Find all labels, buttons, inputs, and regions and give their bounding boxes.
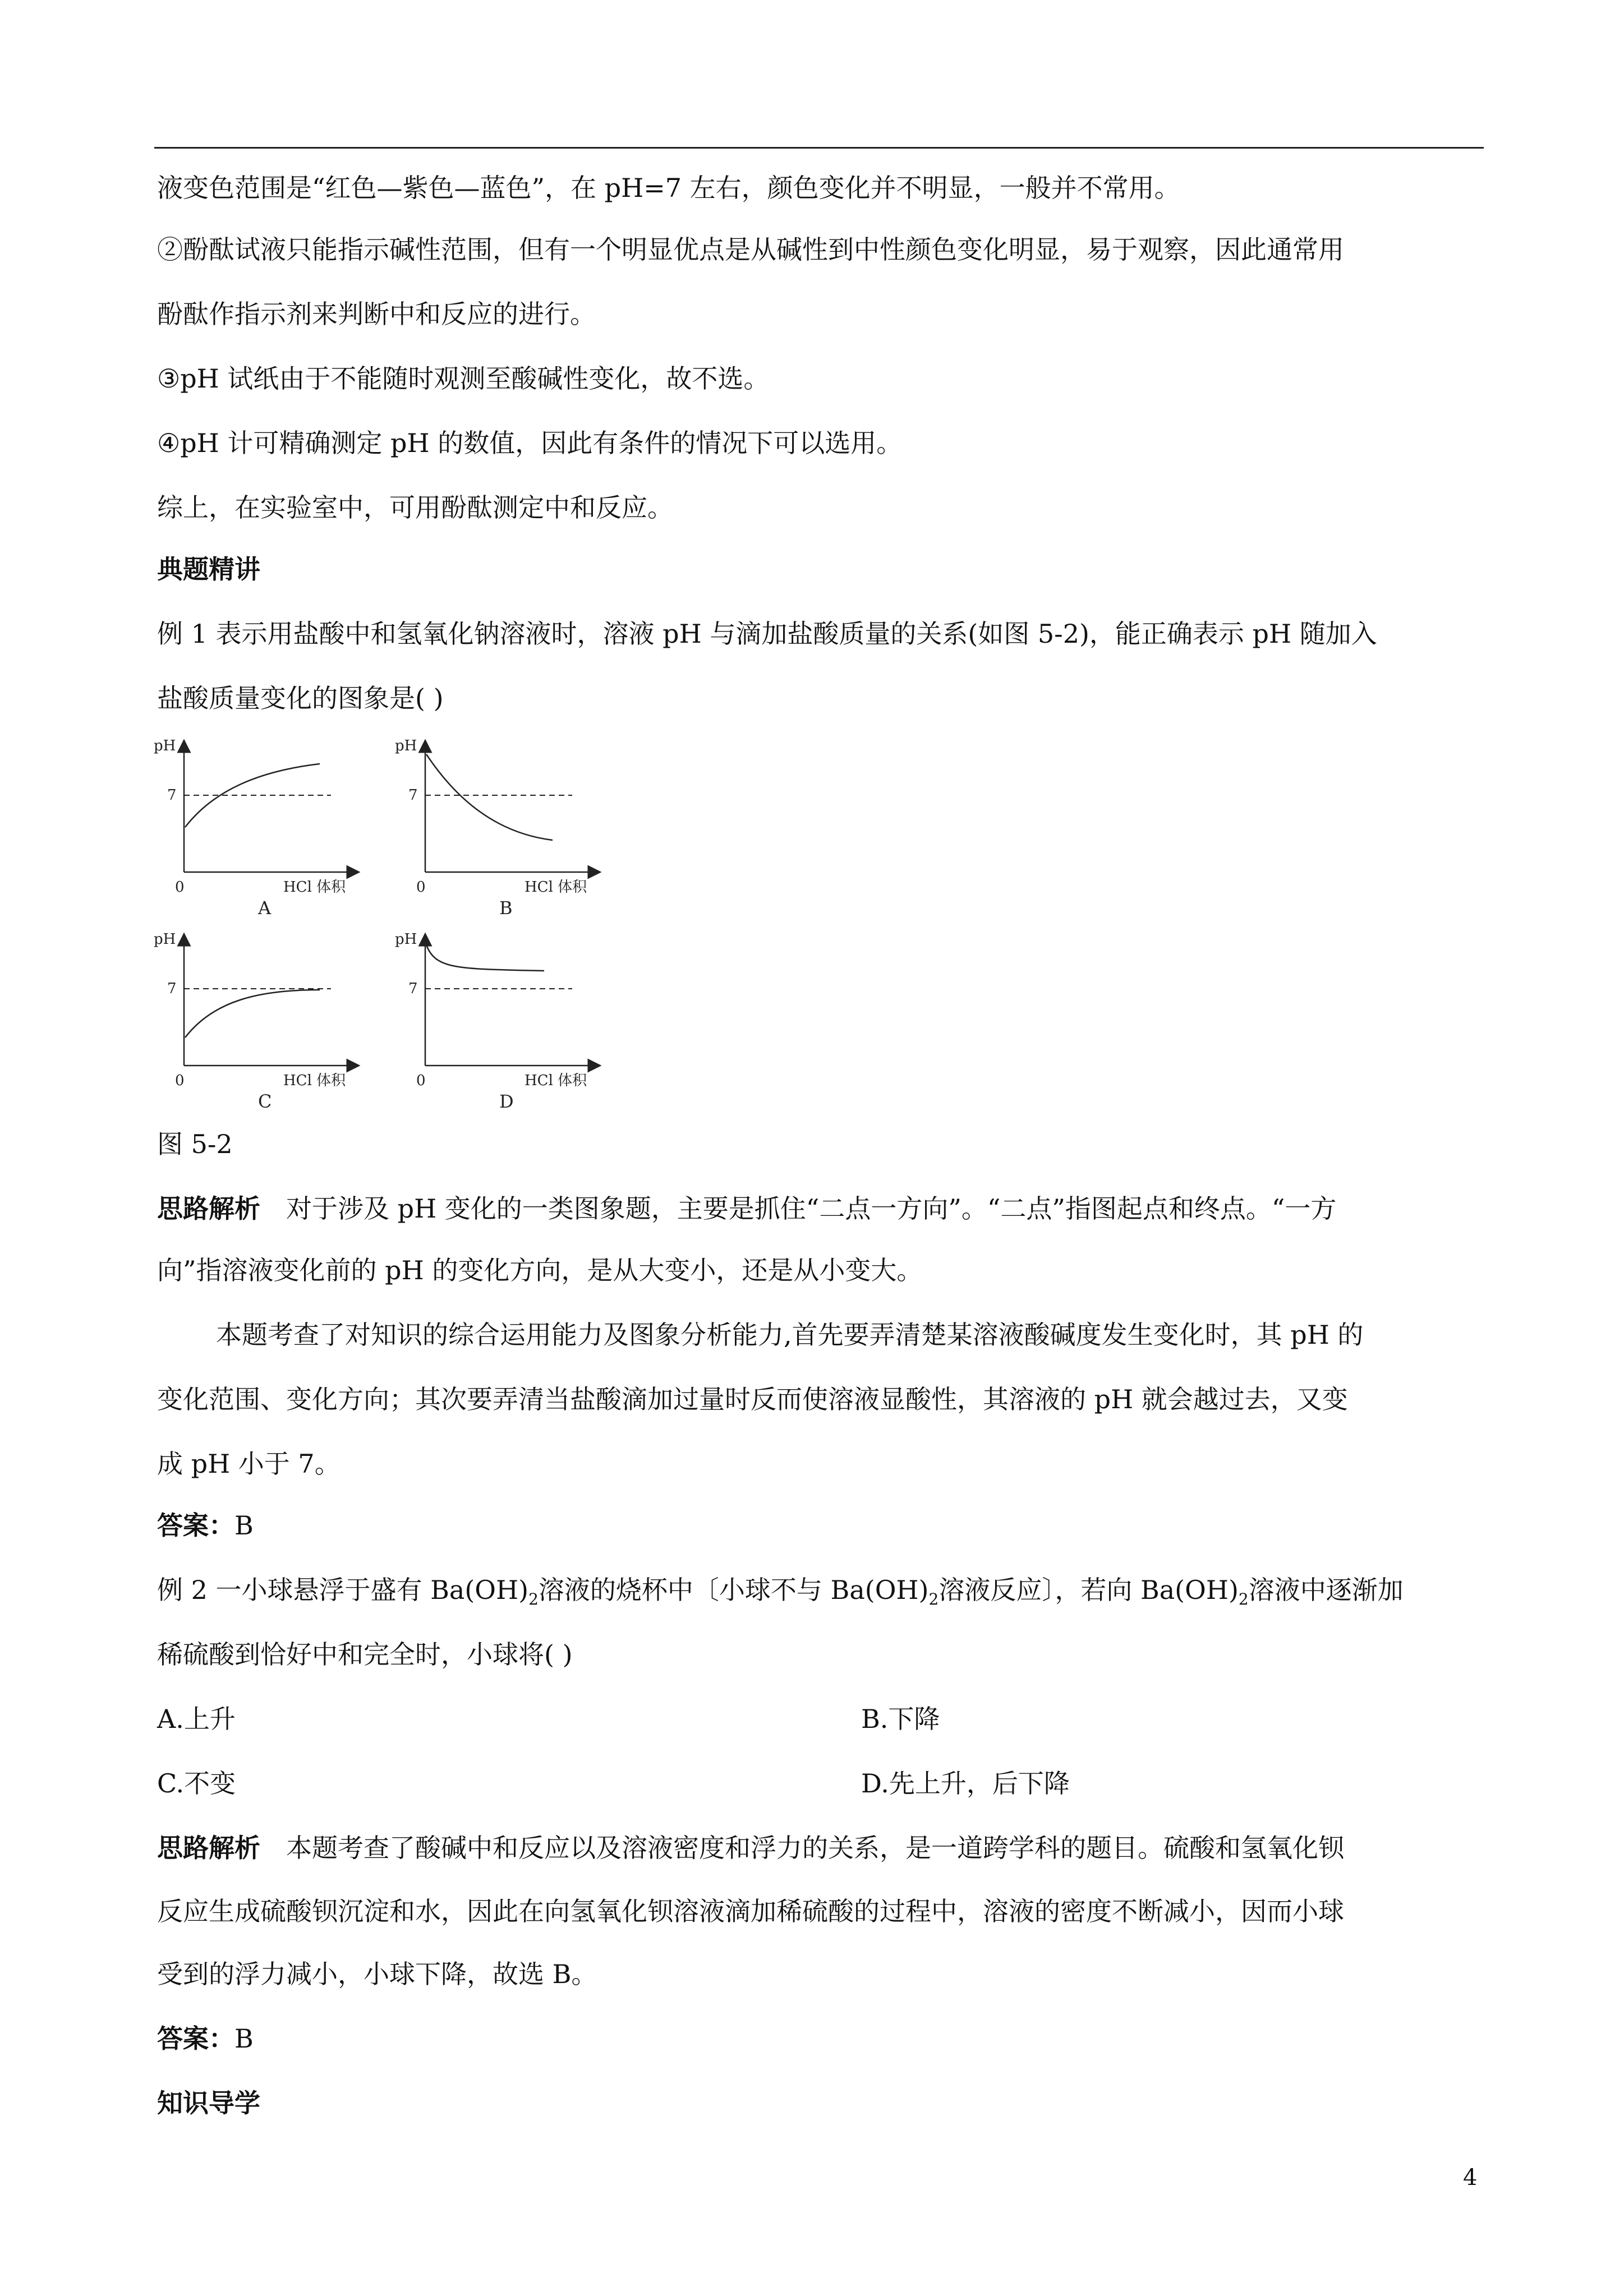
- graph-d-label: D: [499, 1091, 514, 1110]
- text-span: 溶液的烧杯中〔小球不与 Ba(OH): [538, 1575, 929, 1605]
- graph-c-origin: 0: [175, 1072, 185, 1089]
- subscript: 2: [928, 1590, 939, 1609]
- text-line: 反应生成硫酸钡沉淀和水，因此在向氢氧化钡溶液滴加稀硫酸的过程中，溶液的密度不断减小，因而小球: [157, 1896, 1344, 1926]
- text-span: 溶液反应〕，若向 Ba(OH): [938, 1575, 1239, 1605]
- text-span: 例 2 一小球悬浮于盛有 Ba(OH): [157, 1575, 529, 1605]
- graph-a-ylabel: pH: [154, 737, 176, 754]
- text-line: ③pH 试纸由于不能随时观测至酸碱性变化，故不选。: [157, 363, 770, 394]
- graph-d: [395, 931, 595, 1110]
- graph-d-ylabel: pH: [395, 931, 417, 948]
- section-heading: 知识导学: [157, 2088, 260, 2118]
- option-a: A.上升: [157, 1704, 236, 1734]
- subscript: 2: [1238, 1590, 1249, 1609]
- text-span: 溶液中逐渐加: [1248, 1575, 1404, 1605]
- answer-1: [157, 1509, 254, 1542]
- answer-label: 答案：: [157, 1510, 234, 1541]
- analysis-label: 思路解析: [157, 1833, 260, 1863]
- analysis-text: 本题考查了酸碱中和反应以及溶液密度和浮力的关系，是一道跨学科的题目。硫酸和氢氧化钡: [286, 1833, 1344, 1863]
- text-line: 本题考查了对知识的综合运用能力及图象分析能力,首先要弄清楚某溶液酸碱度发生变化时，其 pH 的: [216, 1320, 1364, 1350]
- text-line: 酚酞作指示剂来判断中和反应的进行。: [157, 299, 596, 329]
- answer-value: B: [234, 2023, 254, 2054]
- graph-d-origin: 0: [416, 1072, 426, 1089]
- text-line: 变化范围、变化方向；其次要弄清当盐酸滴加过量时反而使溶液显酸性，其溶液的 pH 就会越过去，又变: [157, 1384, 1348, 1414]
- text-line: 向”指溶液变化前的 pH 的变化方向，是从大变小，还是从小变大。: [157, 1255, 923, 1285]
- text-line: 盐酸质量变化的图象是( ): [157, 683, 444, 713]
- graph-a-tick-7: 7: [167, 787, 177, 804]
- text-line: 液变色范围是“红色—紫色—蓝色”，在 pH=7 左右，颜色变化并不明显，一般并不常用。: [157, 173, 1180, 203]
- graph-b-origin: 0: [416, 879, 426, 896]
- graph-a: [154, 737, 353, 919]
- analysis-label: 思路解析: [157, 1193, 260, 1224]
- section-heading: 典题精讲: [157, 554, 260, 584]
- graph-a-origin: 0: [175, 879, 185, 896]
- option-d: D.先上升，后下降: [861, 1768, 1070, 1799]
- analysis-text: 对于涉及 pH 变化的一类图象题，主要是抓住“二点一方向”。“二点”指图起点和终点。“一方: [286, 1193, 1337, 1224]
- text-line: 综上，在实验室中，可用酚酞测定中和反应。: [157, 492, 673, 523]
- header-rule: [154, 147, 1484, 149]
- graph-c-xlabel: HCl 体积: [283, 1072, 346, 1089]
- page-number: 4: [1463, 2165, 1478, 2191]
- graph-a-label: A: [258, 897, 272, 919]
- text-line: 受到的浮力减小，小球下降，故选 B。: [157, 1959, 597, 1989]
- option-c: C.不变: [157, 1768, 236, 1799]
- figure-caption: 图 5-2: [157, 1129, 233, 1159]
- option-b: B.下降: [861, 1704, 940, 1734]
- subscript: 2: [528, 1590, 539, 1609]
- graph-b-tick-7: 7: [408, 787, 418, 804]
- graph-c-label: C: [258, 1091, 272, 1110]
- graph-c-tick-7: 7: [167, 980, 177, 997]
- graph-d-tick-7: 7: [408, 980, 418, 997]
- answer-label: 答案：: [157, 2023, 234, 2054]
- answer-2: [157, 2022, 254, 2055]
- graph-b-ylabel: pH: [395, 737, 417, 754]
- example-2-line: [157, 1573, 1404, 1616]
- graph-b: [395, 737, 595, 919]
- ph-graphs-figure: [151, 729, 617, 1110]
- graph-b-label: B: [499, 897, 513, 919]
- graph-a-xlabel: HCl 体积: [283, 879, 346, 896]
- graph-d-xlabel: HCl 体积: [525, 1072, 587, 1089]
- analysis-1-line: [157, 1192, 1336, 1225]
- text-line: ②酚酞试液只能指示碱性范围，但有一个明显优点是从碱性到中性颜色变化明显，易于观察，因此通常用: [157, 234, 1344, 265]
- answer-value: B: [234, 1510, 254, 1541]
- text-line: 成 pH 小于 7。: [157, 1449, 341, 1479]
- analysis-2-line: [157, 1831, 1344, 1865]
- text-line: 稀硫酸到恰好中和完全时，小球将( ): [157, 1639, 573, 1670]
- text-line: ④pH 计可精确测定 pH 的数值，因此有条件的情况下可以选用。: [157, 428, 903, 458]
- graph-c: [154, 931, 353, 1110]
- graph-b-xlabel: HCl 体积: [525, 879, 587, 896]
- graph-c-ylabel: pH: [154, 931, 176, 948]
- text-line: 例 1 表示用盐酸中和氢氧化钠溶液时，溶液 pH 与滴加盐酸质量的关系(如图 5-2)，能正确表示 pH 随加入: [157, 619, 1377, 649]
